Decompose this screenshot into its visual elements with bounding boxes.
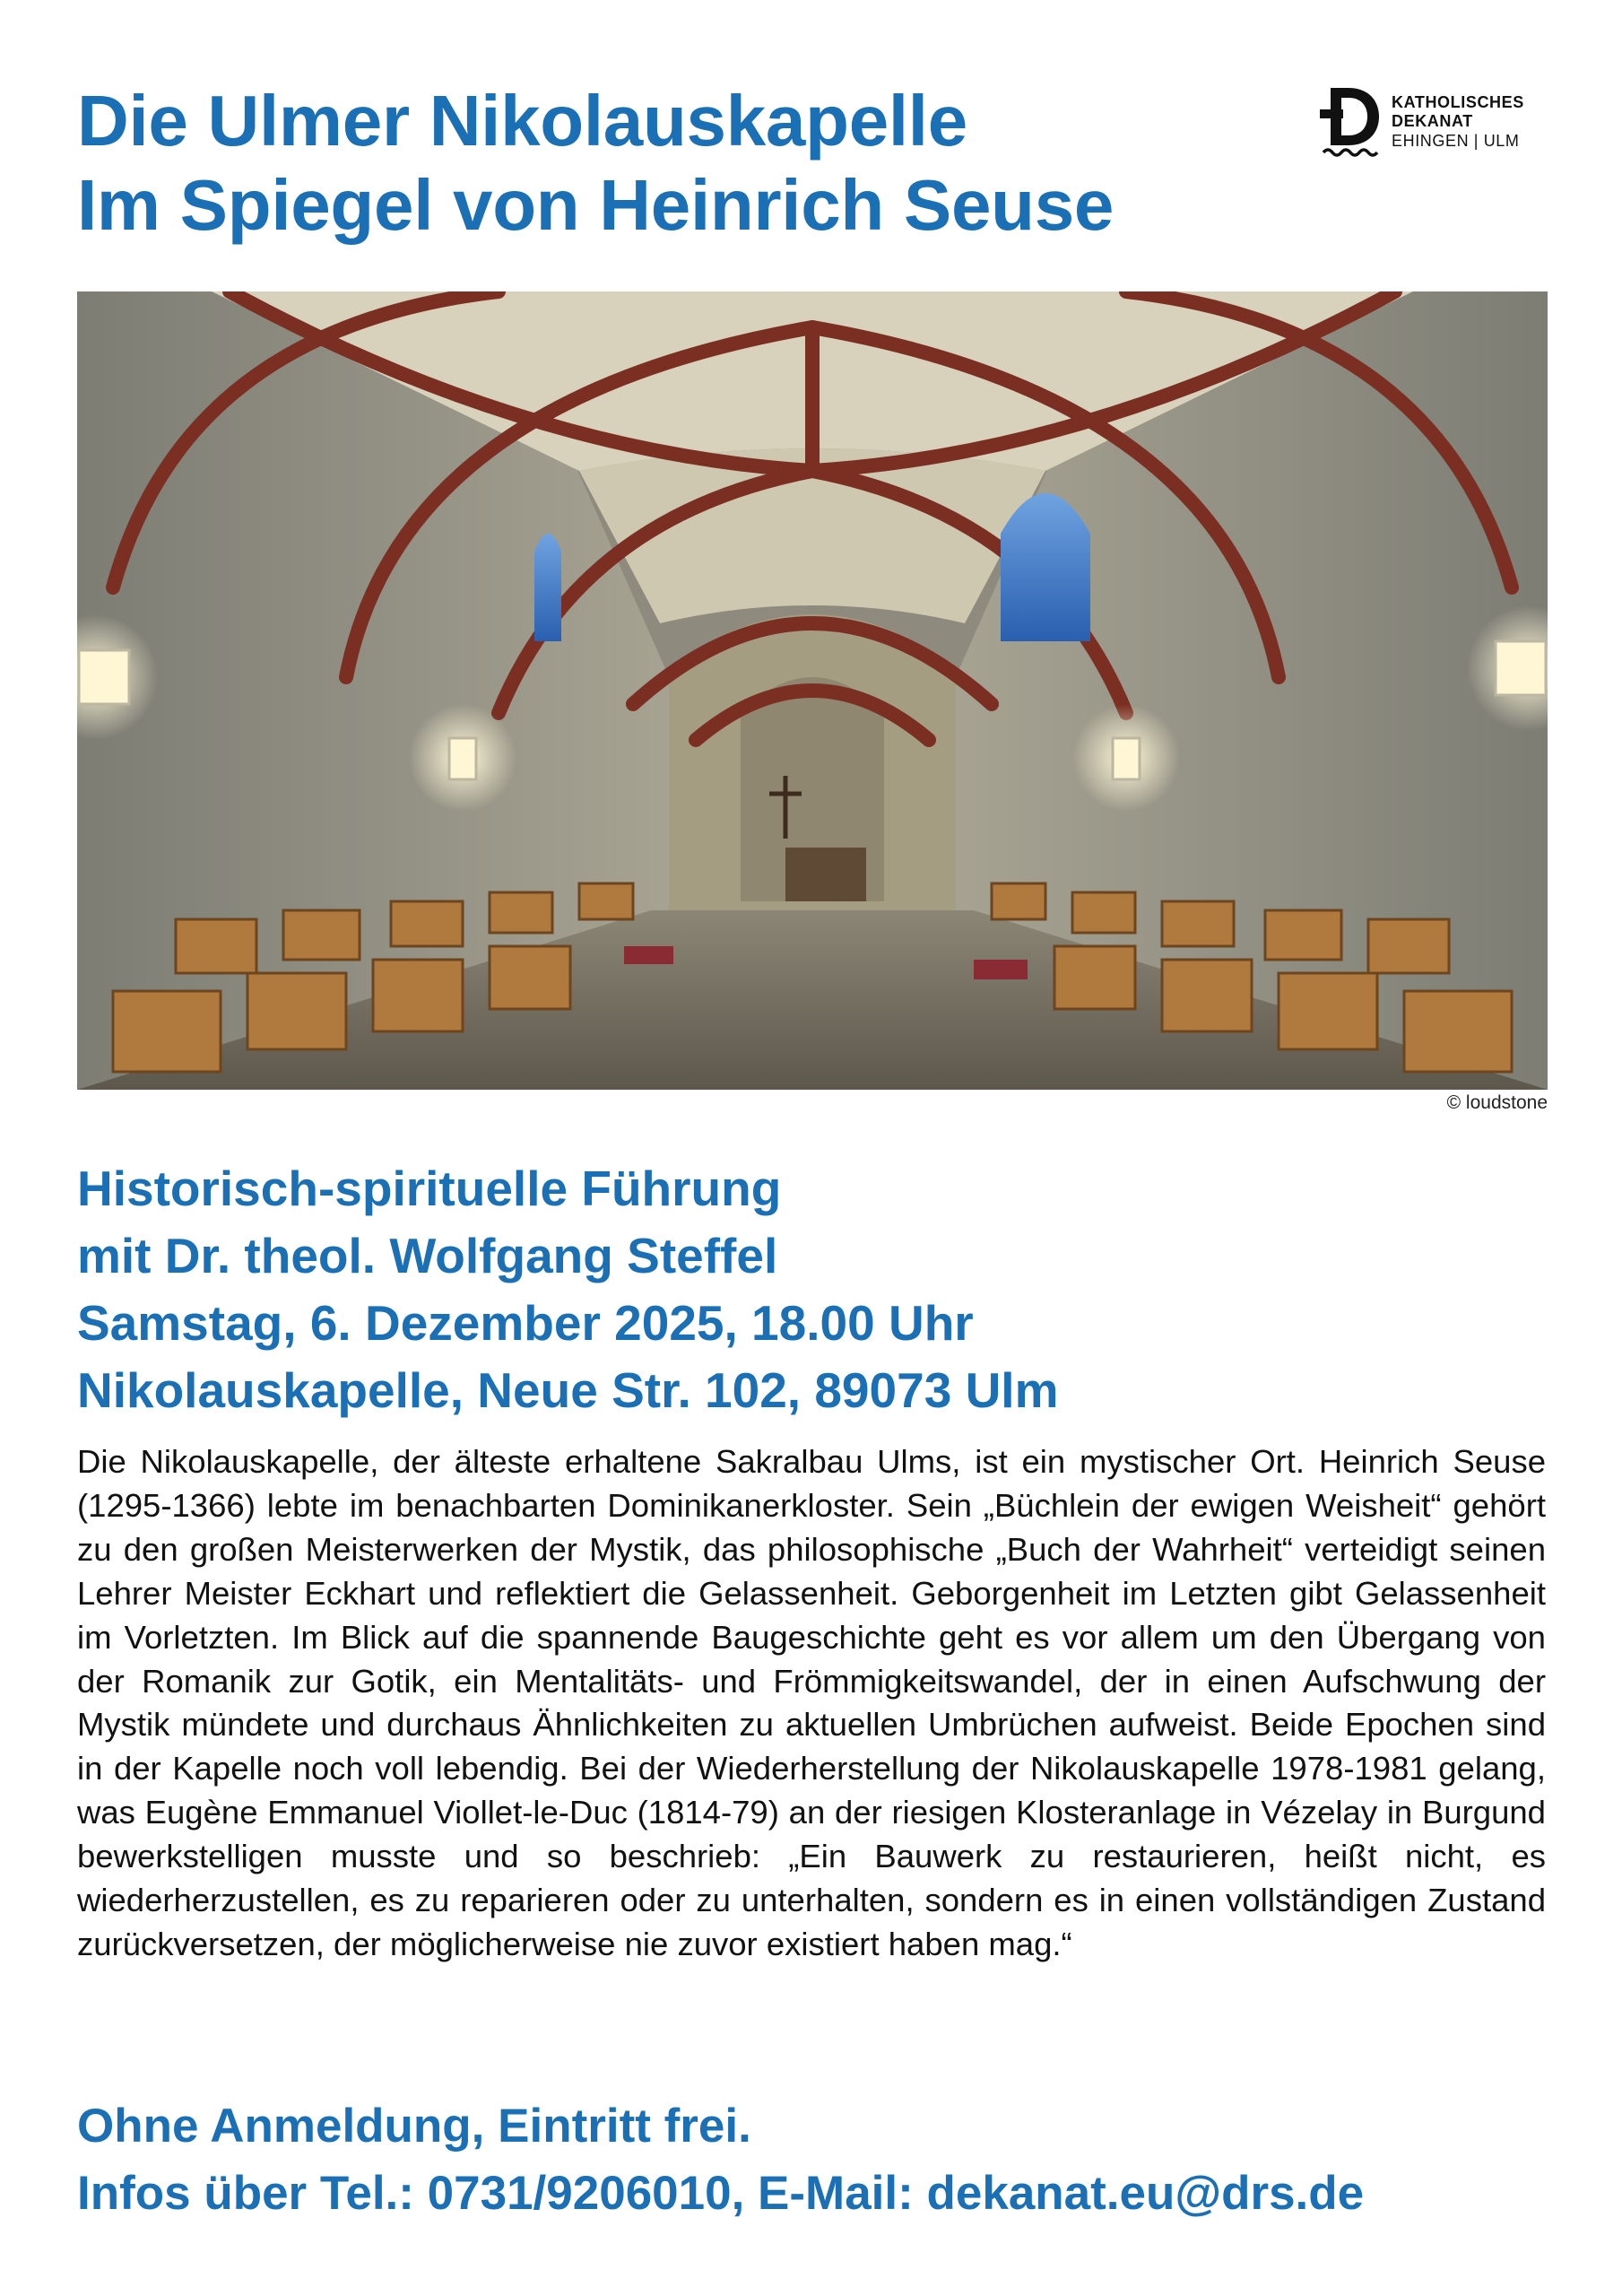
logo-line-2: DEKANAT: [1392, 112, 1473, 130]
event-location: Nikolauskapelle, Neue Str. 102, 89073 Ulm: [77, 1362, 1059, 1418]
event-guide: mit Dr. theol. Wolfgang Steffel: [77, 1228, 778, 1283]
event-date: Samstag, 6. Dezember 2025, 18.00 Uhr: [77, 1295, 974, 1351]
event-title: Historisch-spirituelle Führung: [77, 1161, 782, 1216]
page-title: [77, 79, 1270, 248]
dekanat-logo: [1318, 81, 1551, 161]
title-line-1: Die Ulmer Nikolauskapelle: [77, 81, 967, 161]
photo-credit: © loudstone: [1446, 1092, 1548, 1113]
logo-line-3: EHINGEN | ULM: [1392, 132, 1520, 150]
chapel-interior-photo: [77, 291, 1548, 1090]
dekanat-logo-icon: [1318, 81, 1386, 158]
contact-info: Infos über Tel.: 0731/9206010, E-Mail: dekanat.eu@drs.de: [77, 2167, 1365, 2220]
description-text: Die Nikolauskapelle, der älteste erhaltene Sakralbau Ulms, ist ein mystischer Ort. Heinrich Seuse (1295-1366) lebte im benachbarten Dominikanerkloster. Sein „Büchlein der ewigen Weisheit“ gehört zu den großen Meisterwerken der Mystik, das philosophische „Buch der Wahrheit“ verteidigt seinen Lehrer Meister Eckhart und reflektiert die Gelassenheit. Geborgenheit im Letzten gibt Gelassenheit im Vorletzten. Im Blick auf die spannende Baugeschichte geht es vor allem um den Übergang von der Romanik zur Gotik, ein Mentalitäts- und Frömmigkeitswandel, der in einen Aufschwung der Mystik mündete und durchaus Ähnlichkeiten zu aktuellen Umbrüchen aufweist. Beide Epochen sind in der Kapelle noch voll lebendig. Bei der Wiederherstellung der Nikolauskapelle 1978-1981 gelang, was Eugène Emmanuel Viollet-le-Duc (1814-79) an der riesigen Klosteranlage in Vézelay in Burgund bewerkstelligen musste und so beschrieb: „Ein Bauwerk zu restaurieren, heißt nicht, es wiederherzustellen, es zu reparieren oder zu unterhalten, sondern es in einen vollständigen Zustand zurückversetzen, der möglicherweise nie zuvor existiert haben mag.“: [77, 1443, 1546, 1962]
event-details: [77, 1155, 1557, 1424]
footer-info: [77, 2092, 1557, 2227]
admission-note: Ohne Anmeldung, Eintritt frei.: [77, 2100, 751, 2152]
title-line-2: Im Spiegel von Heinrich Seuse: [77, 165, 1115, 245]
logo-line-1: KATHOLISCHES: [1392, 93, 1524, 111]
